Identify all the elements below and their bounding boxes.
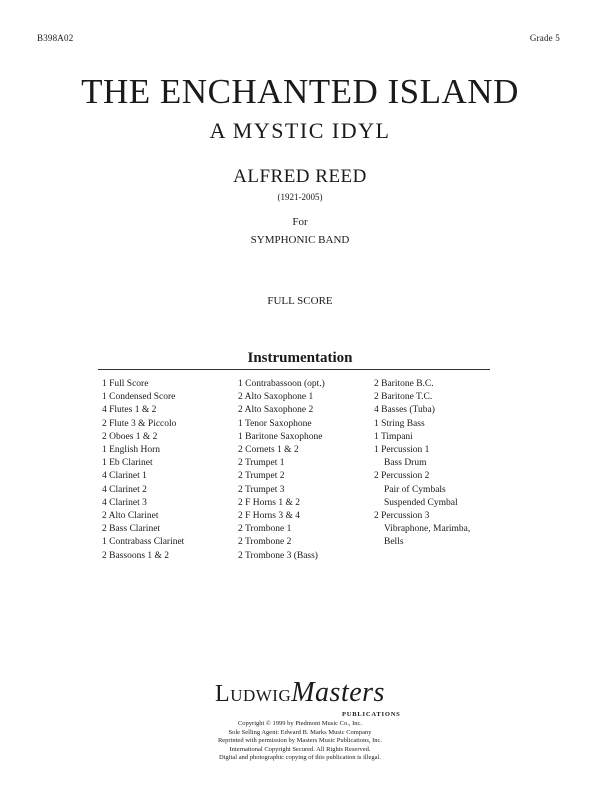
instrument-item: 1 Baritone Saxophone bbox=[238, 431, 323, 442]
instrument-item: 1 Contrabass Clarinet bbox=[102, 537, 185, 548]
instrument-item: 1 Condensed Score bbox=[102, 392, 176, 403]
instrument-item: 2 Bass Clarinet bbox=[102, 524, 161, 535]
instrument-column-2 bbox=[238, 378, 368, 563]
copyright-line: Sole Selling Agent: Edward B. Marks Music Company bbox=[228, 728, 372, 736]
composer-dates: (1921-2005) bbox=[277, 192, 323, 202]
score-title: THE ENCHANTED ISLAND bbox=[81, 72, 519, 111]
instrument-subitem: Suspended Cymbal bbox=[384, 497, 458, 508]
instrument-item: 1 English Horn bbox=[102, 445, 161, 456]
instrumentation-heading: Instrumentation bbox=[247, 350, 353, 366]
catalog-number: B398A02 bbox=[37, 33, 74, 43]
instrument-subitem: Vibraphone, Marimba, bbox=[384, 524, 471, 535]
instrument-item: 2 Trombone 2 bbox=[238, 537, 292, 548]
instrument-item: 1 Timpani bbox=[374, 431, 413, 442]
instrument-item: 1 Full Score bbox=[102, 379, 149, 389]
instrument-item: 2 Baritone B.C. bbox=[374, 379, 434, 389]
instrument-item: 2 Cornets 1 & 2 bbox=[238, 445, 299, 456]
instrument-item: 1 Eb Clarinet bbox=[102, 458, 153, 469]
instrument-item: 2 Alto Clarinet bbox=[102, 511, 159, 522]
instrument-item: 2 Trumpet 3 bbox=[238, 484, 285, 495]
instrument-subitem: Bass Drum bbox=[384, 458, 427, 469]
for-label: For bbox=[292, 216, 308, 228]
instrument-item: 2 F Horns 1 & 2 bbox=[238, 497, 301, 508]
instrument-item: 1 Percussion 1 bbox=[374, 445, 430, 456]
copyright-line: Copyright © 1999 by Piedmont Music Co., Inc. bbox=[237, 720, 363, 727]
instrument-item: 2 Trombone 3 (Bass) bbox=[238, 550, 318, 561]
instrument-item: 2 F Horns 3 & 4 bbox=[238, 511, 301, 522]
instrument-item: 2 Trumpet 2 bbox=[238, 471, 285, 482]
copyright-notice bbox=[0, 720, 600, 763]
composer-name: ALFRED REED bbox=[233, 166, 367, 187]
score-type: FULL SCORE bbox=[267, 295, 333, 307]
instrument-column-1 bbox=[102, 378, 232, 563]
instrument-item: 2 Percussion 3 bbox=[374, 511, 430, 522]
instrument-item: 1 Contrabassoon (opt.) bbox=[238, 379, 325, 389]
instrument-item: 2 Alto Saxophone 1 bbox=[238, 392, 314, 403]
instrument-item: 4 Flutes 1 & 2 bbox=[102, 405, 157, 416]
ensemble-label: SYMPHONIC BAND bbox=[250, 234, 350, 246]
instrument-item: 2 Percussion 2 bbox=[374, 471, 430, 482]
instrument-item: 2 Alto Saxophone 2 bbox=[238, 405, 314, 416]
logo-ludwig: Ludwig bbox=[215, 681, 292, 707]
instrument-item: 4 Basses (Tuba) bbox=[374, 405, 435, 416]
score-subtitle: A MYSTIC IDYL bbox=[209, 118, 391, 143]
instrument-item: 2 Baritone T.C. bbox=[374, 392, 433, 403]
copyright-line: Digital and photographic copying of this publication is illegal. bbox=[219, 754, 381, 762]
logo-masters: Masters bbox=[291, 677, 385, 708]
instrument-item: 2 Flute 3 & Piccolo bbox=[102, 418, 177, 429]
instrument-item: 1 String Bass bbox=[374, 418, 425, 429]
copyright-line: International Copyright Secured. All Rights Reserved. bbox=[229, 745, 371, 753]
instrument-item: 2 Trumpet 1 bbox=[238, 458, 285, 469]
instrument-subitem: Bells bbox=[384, 537, 404, 548]
logo-publications: PUBLICATIONS bbox=[342, 711, 401, 718]
instrument-item: 1 Tenor Saxophone bbox=[238, 418, 312, 429]
heading-divider bbox=[98, 369, 490, 370]
instrument-item: 2 Oboes 1 & 2 bbox=[102, 431, 158, 442]
instrument-item: 2 Trombone 1 bbox=[238, 524, 292, 535]
copyright-line: Reprinted with permission by Masters Music Publications, Inc. bbox=[217, 737, 383, 745]
instrument-item: 4 Clarinet 2 bbox=[102, 484, 147, 495]
instrument-item: 2 Bassoons 1 & 2 bbox=[102, 550, 170, 561]
instrument-item: 4 Clarinet 1 bbox=[102, 471, 147, 482]
publisher-logo bbox=[0, 677, 600, 718]
instrument-column-3 bbox=[374, 378, 494, 550]
grade-label: Grade 5 bbox=[529, 33, 560, 43]
instrument-subitem: Pair of Cymbals bbox=[384, 484, 446, 495]
instrument-item: 4 Clarinet 3 bbox=[102, 497, 147, 508]
